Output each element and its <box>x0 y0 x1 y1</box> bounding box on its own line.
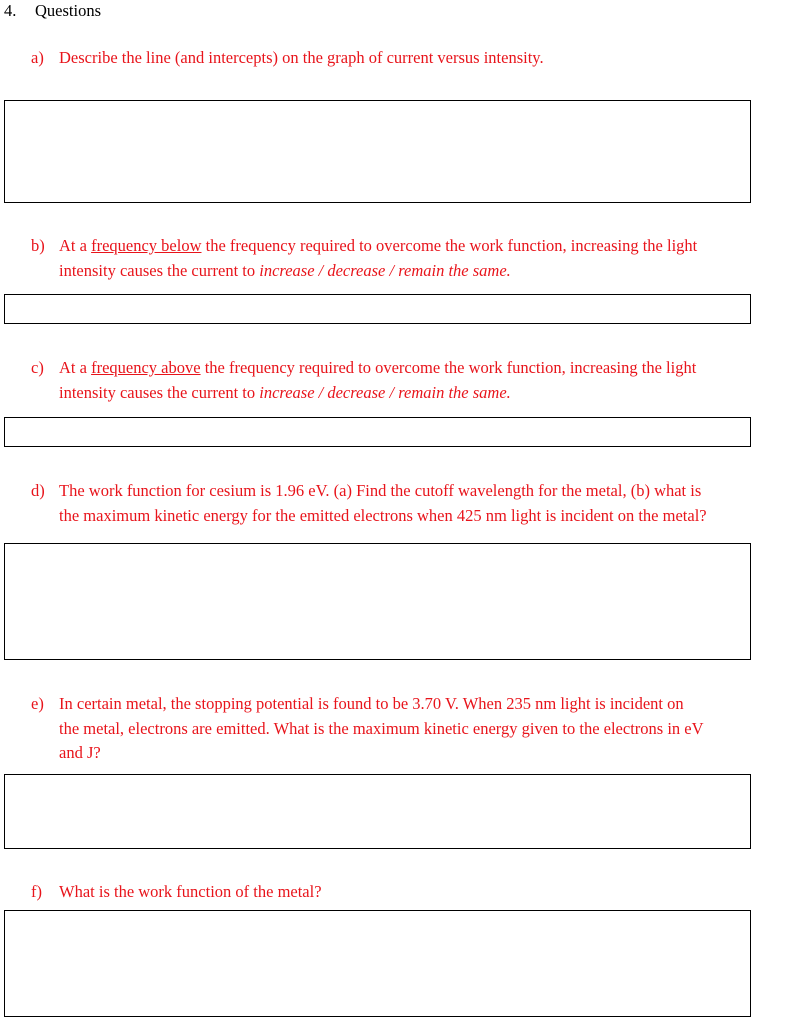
question-e-line-3: and J? <box>59 743 101 762</box>
question-e-line-2: the metal, electrons are emitted. What is the maximum kinetic energy given to the electrons in eV <box>59 718 704 738</box>
question-c-label: c) <box>31 358 44 377</box>
question-d-line-1: The work function for cesium is 1.96 eV. (a) Find the cutoff wavelength for the metal, (b) what is <box>59 481 702 500</box>
question-c-line-1 <box>59 356 783 381</box>
question-b-text <box>59 234 783 283</box>
question-a-line-1: Describe the line (and intercepts) on the graph of current versus intensity. <box>59 48 544 67</box>
question-c-line-2 <box>59 381 783 406</box>
question-f-line-1: What is the work function of the metal? <box>59 882 322 901</box>
question-d-line-2: the maximum kinetic energy for the emitted electrons when 425 nm light is incident on the metal? <box>59 505 707 525</box>
question-e <box>31 692 783 766</box>
answer-box-f[interactable] <box>4 910 751 1017</box>
question-c-line-1-post: the frequency required to overcome the work function, increasing the light <box>200 358 697 377</box>
question-f-label: f) <box>31 882 42 901</box>
question-c-line-2-pre: intensity causes the current to <box>59 382 260 402</box>
question-a <box>31 46 783 71</box>
question-a-label: a) <box>31 48 44 67</box>
question-e-line-1: In certain metal, the stopping potential is found to be 3.70 V. When 235 nm light is incident on <box>59 694 684 713</box>
question-d <box>31 479 783 528</box>
answer-box-e[interactable] <box>4 774 751 849</box>
question-c-options: increase / decrease / remain the same. <box>259 382 511 402</box>
question-b-line-1 <box>59 234 783 259</box>
question-b-label: b) <box>31 236 45 255</box>
question-c-line-1-pre: At a <box>59 358 92 377</box>
question-c-underlined-phrase: frequency above <box>91 358 201 377</box>
question-b-line-2-pre: intensity causes the current to <box>59 260 260 280</box>
question-f-text <box>59 880 783 905</box>
question-b-line-1-pre: At a <box>59 236 92 255</box>
answer-box-a[interactable] <box>4 100 751 203</box>
section-heading <box>4 0 101 22</box>
answer-box-b[interactable] <box>4 294 751 324</box>
question-f <box>31 880 783 905</box>
question-b-line-2 <box>59 259 783 284</box>
question-d-text <box>59 479 783 528</box>
question-e-label: e) <box>31 694 44 713</box>
answer-box-c[interactable] <box>4 417 751 447</box>
answer-box-d[interactable] <box>4 543 751 660</box>
question-b <box>31 234 783 283</box>
question-e-text <box>59 692 783 766</box>
question-d-label: d) <box>31 481 45 500</box>
question-a-text <box>59 46 783 71</box>
section-title: Questions <box>35 1 101 20</box>
question-c-text <box>59 356 783 405</box>
question-b-underlined-phrase: frequency below <box>91 236 202 255</box>
question-b-options: increase / decrease / remain the same. <box>259 260 511 280</box>
section-number: 4. <box>4 1 17 20</box>
question-c <box>31 356 783 405</box>
question-b-line-1-post: the frequency required to overcome the work function, increasing the light <box>201 236 698 255</box>
